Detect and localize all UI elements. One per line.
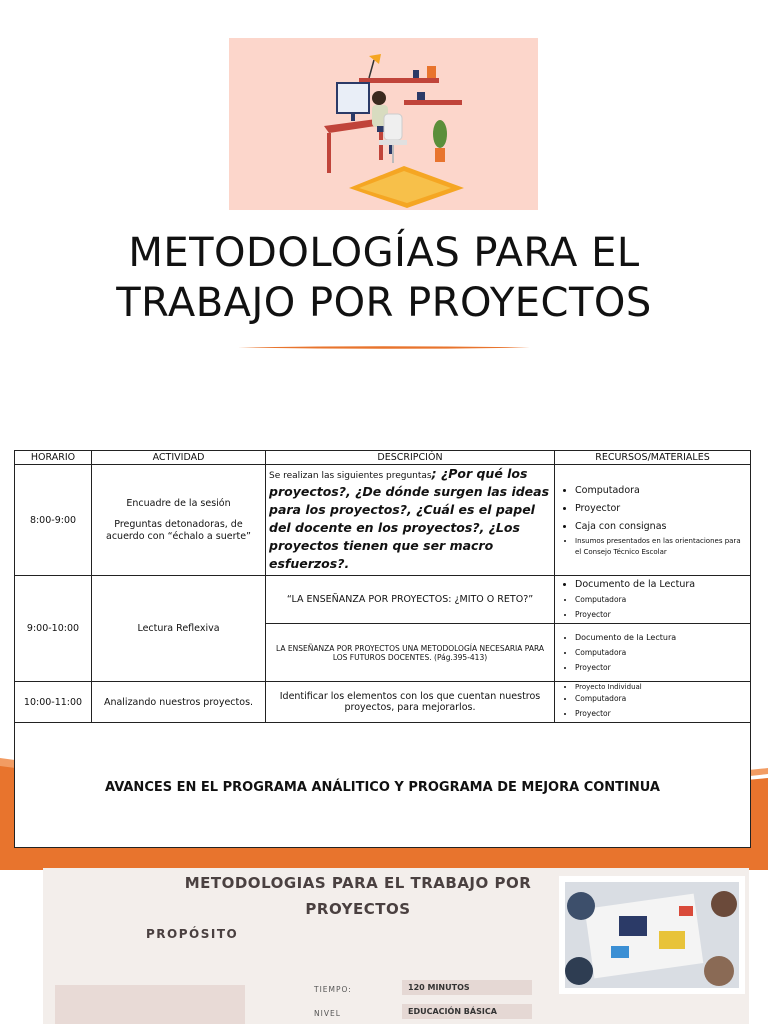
table-row	[15, 682, 751, 723]
title-accent-line	[238, 345, 530, 350]
resource-item: • Proyector	[575, 500, 747, 518]
resource-item: • Computadora	[575, 592, 747, 607]
page-title	[0, 228, 768, 328]
description-intro: Se realizan las siguientes preguntas	[269, 471, 432, 481]
table-header-row	[15, 451, 751, 465]
purpose-heading: PROPÓSITO	[146, 927, 239, 941]
purpose-text-box	[55, 985, 245, 1024]
preview-title-line-1: METODOLOGIAS PARA EL TRABAJO POR	[184, 874, 532, 892]
activity-cell: Analizando nuestros proyectos.	[92, 682, 266, 723]
table-footer-row	[15, 723, 751, 848]
resource-item: • Proyector	[575, 607, 747, 622]
description-questions: ; ¿Por qué los proyectos?, ¿De dónde surgen las ideas para los proyectos?, ¿Cuál es el papel del docente en los proyectos?, ¿Los proyectos tienen que ser macro esfuerzos?.	[269, 466, 550, 571]
time-cell: 10:00-11:00	[15, 682, 92, 723]
description-cell: “LA ENSEÑANZA POR PROYECTOS: ¿MITO O RETO?”	[266, 576, 555, 624]
slide-preview	[43, 868, 749, 1024]
resource-item: • Documento de la Lectura	[575, 577, 747, 592]
table-row	[15, 465, 751, 576]
table-row	[15, 576, 751, 624]
time-cell: 9:00-10:00	[15, 576, 92, 682]
activity-subtitle: Preguntas detonadoras, de acuerdo con “échalo a suerte”	[106, 518, 251, 542]
resources-cell	[555, 682, 751, 723]
preview-title-line-2: PROYECTOS	[305, 900, 411, 918]
resources-cell	[555, 624, 751, 682]
footer-cell	[15, 723, 751, 848]
level-value: EDUCACIÓN BÁSICA	[402, 1004, 532, 1019]
resource-item: • Proyecto Individual	[575, 683, 747, 691]
team-meeting-photo-icon	[559, 876, 745, 994]
resource-item: • Proyector	[575, 706, 747, 721]
activity-cell: Lectura Reflexiva	[92, 576, 266, 682]
resource-item: • Computadora	[575, 645, 747, 660]
resource-item: • Proyector	[575, 660, 747, 675]
header-horario: HORARIO	[15, 451, 92, 465]
header-recursos: RECURSOS/MATERIALES	[555, 451, 751, 465]
resource-item: • Documento de la Lectura	[575, 630, 747, 645]
resources-cell	[555, 576, 751, 624]
description-cell: Identificar los elementos con los que cuentan nuestros proyectos, para mejorarlos.	[266, 682, 555, 723]
level-label: NIVEL	[314, 1009, 341, 1018]
person-at-desk-icon	[229, 38, 538, 210]
header-actividad: ACTIVIDAD	[92, 451, 266, 465]
schedule-table	[14, 450, 751, 848]
header-descripcion: DESCRIPCIÓN	[266, 451, 555, 465]
meeting-photo	[559, 876, 745, 994]
workspace-illustration	[229, 38, 538, 210]
description-cell: LA ENSEÑANZA POR PROYECTOS UNA METODOLOGÍA NECESARIA PARA LOS FUTUROS DOCENTES. (Pág.395-413)	[266, 624, 555, 682]
resources-cell	[555, 465, 751, 576]
time-value: 120 MINUTOS	[402, 980, 532, 995]
resource-item: • Computadora	[575, 691, 747, 706]
time-label: TIEMPO:	[314, 985, 352, 994]
resource-item: • Caja con consignas	[575, 518, 747, 536]
resource-item: • Insumos presentados en las orientaciones para el Consejo Técnico Escolar	[575, 536, 747, 558]
activity-title: Encuadre de la sesión	[126, 497, 231, 509]
title-line-2: TRABAJO POR PROYECTOS	[116, 280, 652, 326]
time-cell: 8:00-9:00	[15, 465, 92, 576]
title-line-1: METODOLOGÍAS PARA EL	[128, 230, 640, 276]
resource-item: • Computadora	[575, 482, 747, 500]
preview-title	[143, 870, 573, 922]
description-cell	[266, 465, 555, 576]
footer-text: AVANCES EN EL PROGRAMA ANÁLITICO Y PROGRAMA DE MEJORA CONTINUA	[105, 779, 660, 795]
activity-cell	[92, 465, 266, 576]
